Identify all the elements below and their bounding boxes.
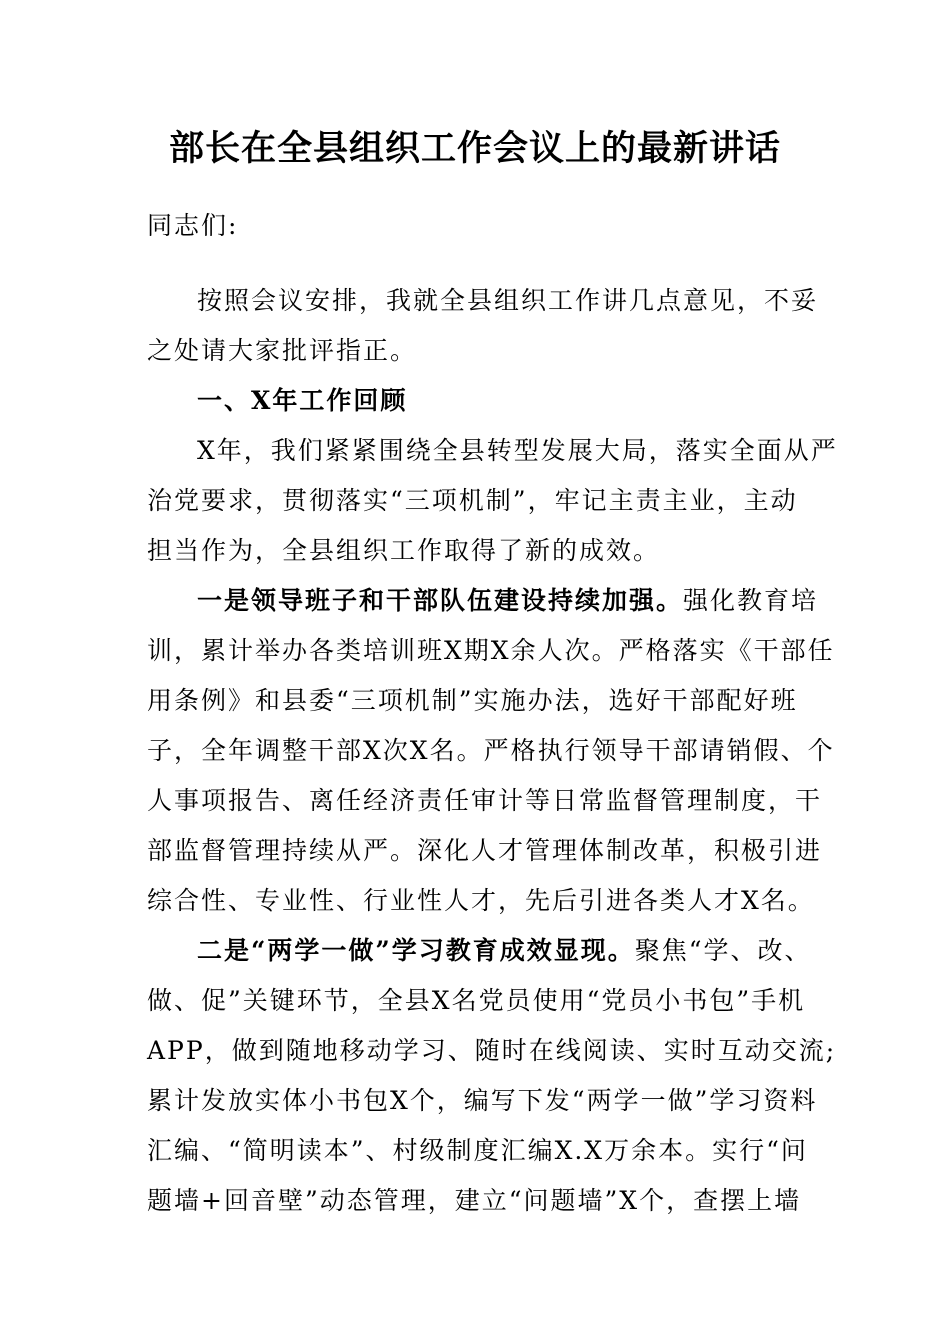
- paragraph-line: 部监督管理持续从严。深化人才管理体制改革，积极引进: [147, 836, 823, 865]
- paragraph-line: 子，全年调整干部X次X名。严格执行领导干部请销假、个: [147, 736, 835, 765]
- paragraph-line: 题墙+回音壁”动态管理，建立“问题墙”X个，查摆上墙: [147, 1186, 802, 1215]
- paragraph-line: [197, 934, 812, 968]
- paragraph-line: 用条例》和县委“三项机制”实施办法，选好干部配好班: [147, 686, 798, 715]
- paragraph-line: [197, 584, 818, 618]
- paragraph-line: 治党要求，贯彻落实“三项机制”，牢记主责主业，主动: [147, 486, 798, 515]
- paragraph-line: 汇编、“简明读本”、村级制度汇编X.X万余本。实行“问: [147, 1136, 808, 1165]
- paragraph-line: 累计发放实体小书包X个，编写下发“两学一做”学习资料: [147, 1086, 818, 1115]
- paragraph-line: X年，我们紧紧围绕全县转型发展大局，落实全面从严: [197, 436, 838, 465]
- paragraph-lead-in: 一是领导班子和干部队伍建设持续加强。: [197, 586, 684, 615]
- paragraph-line: 按照会议安排，我就全县组织工作讲几点意见，不妥: [197, 286, 819, 315]
- paragraph-line: 训，累计举办各类培训班X期X余人次。严格落实《干部任: [147, 636, 835, 665]
- paragraph-line: 担当作为，全县组织工作取得了新的成效。: [147, 536, 661, 565]
- section-heading: 一、X年工作回顾: [197, 386, 408, 415]
- document-title: 部长在全县组织工作会议上的最新讲话: [168, 128, 781, 169]
- salutation-line: 同志们:: [147, 211, 239, 240]
- paragraph-line-text: 聚焦“学、改、: [634, 936, 812, 965]
- paragraph-line-text: 强化教育培: [683, 586, 819, 615]
- paragraph-line: 综合性、专业性、行业性人才，先后引进各类人才X名。: [147, 886, 815, 915]
- paragraph-line: 做、促”关键环节，全县X名党员使用“党员小书包”手机: [147, 986, 806, 1015]
- paragraph-lead-in: 二是“两学一做”学习教育成效显现。: [197, 936, 635, 965]
- paragraph-line: 之处请大家批评指正。: [147, 336, 418, 365]
- paragraph-line: 人事项报告、离任经济责任审计等日常监督管理制度，干: [147, 786, 823, 815]
- paragraph-line: APP，做到随地移动学习、随时在线阅读、实时互动交流;: [147, 1036, 837, 1065]
